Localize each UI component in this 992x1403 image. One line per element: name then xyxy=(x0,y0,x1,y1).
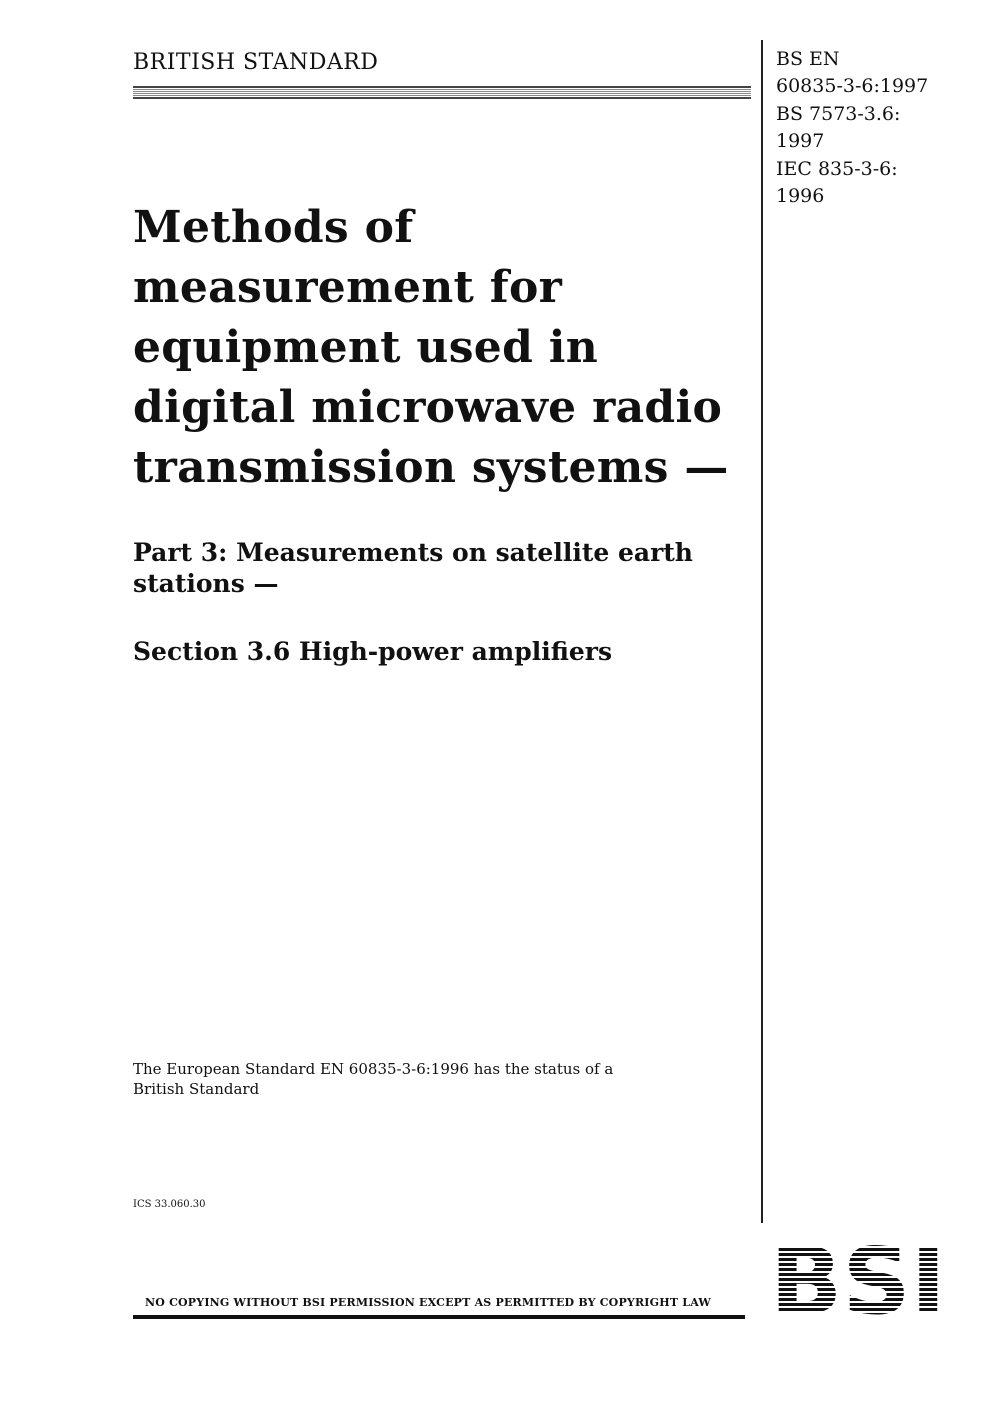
bsi-logo-icon xyxy=(770,1243,946,1319)
reference-line: 1997 xyxy=(776,130,825,152)
footer-rule xyxy=(133,1315,745,1319)
section-subtitle: Section 3.6 High-power amplifiers xyxy=(133,637,613,666)
part-subtitle xyxy=(133,537,753,599)
reference-line: 1996 xyxy=(776,185,825,207)
vertical-divider xyxy=(761,40,763,1223)
status-line: British Standard xyxy=(133,1080,260,1098)
part-line: Part 3: Measurements on satellite earth xyxy=(133,538,693,567)
title-line: transmission systems — xyxy=(133,442,729,493)
title-line: equipment used in xyxy=(133,322,599,373)
document-category: BRITISH STANDARD xyxy=(133,50,379,75)
part-line: stations — xyxy=(133,569,279,598)
reference-line: IEC 835-3-6: xyxy=(776,158,898,180)
status-line: The European Standard EN 60835-3-6:1996 has the status of a xyxy=(133,1060,614,1078)
title-line: digital microwave radio xyxy=(133,382,723,433)
title-line: Methods of xyxy=(133,202,414,253)
status-statement xyxy=(133,1059,653,1099)
copyright-notice: NO COPYING WITHOUT BSI PERMISSION EXCEPT AS PERMITTED BY COPYRIGHT LAW xyxy=(145,1296,711,1309)
reference-line: 60835-3-6:1997 xyxy=(776,75,929,97)
reference-line: BS 7573-3.6: xyxy=(776,103,901,125)
document-title xyxy=(133,198,758,498)
standard-references xyxy=(776,46,928,210)
ics-code: ICS 33.060.30 xyxy=(133,1199,206,1210)
header-rule xyxy=(133,86,751,100)
reference-line: BS EN xyxy=(776,48,840,70)
title-line: measurement for xyxy=(133,262,563,313)
